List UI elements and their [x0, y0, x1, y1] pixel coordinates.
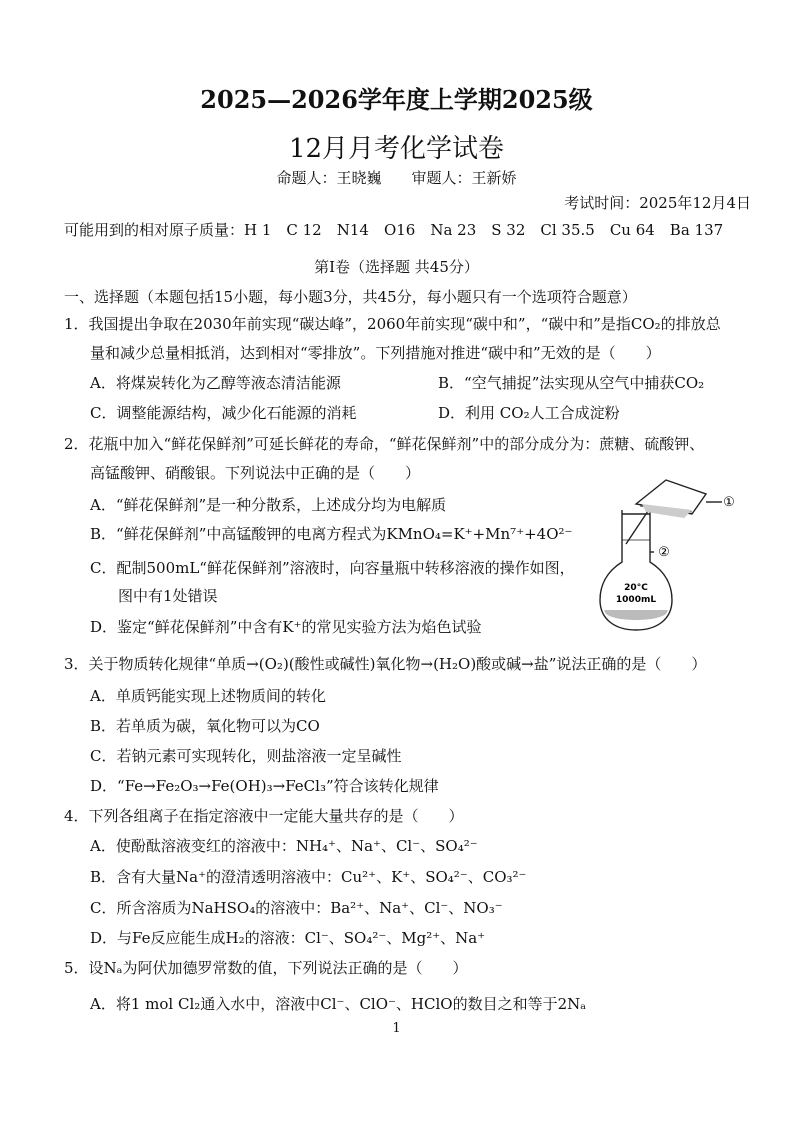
q3-stem: 3．关于物质转化规律“单质→(O₂)(酸性或碱性)氧化物→(H₂O)酸或碱→盐”说法正确的是（ ） — [64, 655, 707, 673]
q2-stem-line1: 2．花瓶中加入“鲜花保鲜剂”可延长鲜花的寿命，“鲜花保鲜剂”中的部分成分为：蔗糖、硫酸钾、 — [64, 435, 705, 453]
q3-option-a: A．单质钙能实现上述物质间的转化 — [90, 687, 326, 705]
q4-option-b: B．含有大量Na⁺的澄清透明溶液中：Cu²⁺、K⁺、SO₄²⁻、CO₃²⁻ — [90, 868, 527, 886]
figure-volume: 1000mL — [615, 595, 657, 605]
page-number: 1 — [392, 1021, 401, 1036]
figure-label-1: ① — [723, 495, 735, 510]
q3-option-c: C．若钠元素可实现转化，则盐溶液一定呈碱性 — [90, 747, 402, 765]
q2-stem-line2: 高锰酸钾、硝酸银。下列说法中正确的是（ ） — [90, 464, 421, 482]
exam-title: 2025—2026学年度上学期2025级 — [200, 85, 593, 114]
q4-option-c: C．所含溶质为NaHSO₄的溶液中：Ba²⁺、Na⁺、Cl⁻、NO₃⁻ — [90, 899, 503, 917]
q2-option-a: A．“鲜花保鲜剂”是一种分散系，上述成分均为电解质 — [90, 496, 447, 514]
section-instruction: 一、选择题（本题包括15小题，每小题3分，共45分，每小题只有一个选项符合题意） — [64, 288, 637, 306]
q4-option-d: D．与Fe反应能生成H₂的溶液：Cl⁻、SO₄²⁻、Mg²⁺、Na⁺ — [90, 929, 486, 947]
q5-option-a: A．将1 mol Cl₂通入水中，溶液中Cl⁻、ClO⁻、HClO的数目之和等于2Nₐ — [90, 995, 587, 1013]
q3-option-b: B．若单质为碳，氧化物可以为CO — [90, 717, 320, 735]
q4-option-a: A．使酚酞溶液变红的溶液中：NH₄⁺、Na⁺、Cl⁻、SO₄²⁻ — [90, 837, 478, 855]
q1-option-b: B．“空气捕捉”法实现从空气中捕获CO₂ — [438, 374, 705, 392]
q1-stem-line2: 量和减少总量相抵消，达到相对“零排放”。下列措施对推进“碳中和”无效的是（ ） — [90, 344, 661, 362]
q2-option-d: D．鉴定“鲜花保鲜剂”中含有K⁺的常见实验方法为焰色试验 — [90, 618, 482, 636]
volumetric-flask-figure — [596, 474, 746, 634]
figure-temp: 20°C — [624, 583, 648, 593]
q3-option-d: D．“Fe→Fe₂O₃→Fe(OH)₃→FeCl₃”符合该转化规律 — [90, 777, 439, 795]
exam-time: 考试时间：2025年12月4日 — [564, 194, 751, 212]
q5-stem: 5．设Nₐ为阿伏加德罗常数的值，下列说法正确的是（ ） — [64, 959, 468, 977]
atomic-mass: 可能用到的相对原子质量：H 1 C 12 N14 O16 Na 23 S 32 Cl 35.5 Cu 64 Ba 137 — [64, 221, 724, 239]
q2-option-c-line2: 图中有1处错误 — [118, 587, 218, 605]
q1-stem-line1: 1．我国提出争取在2030年前实现“碳达峰”，2060年前实现“碳中和”，“碳中和”是指CO₂的排放总 — [64, 315, 721, 333]
figure-label-2: ② — [658, 545, 670, 560]
q1-option-d: D．利用 CO₂人工合成淀粉 — [438, 404, 620, 422]
section-title: 第Ⅰ卷（选择题 共45分） — [314, 258, 479, 276]
q1-option-c: C．调整能源结构，减少化石能源的消耗 — [90, 404, 357, 422]
authors: 命题人：王晓巍 审题人：王新娇 — [276, 169, 517, 187]
q1-option-a: A．将煤炭转化为乙醇等液态清洁能源 — [90, 374, 341, 392]
flask-liquid — [604, 610, 668, 620]
q2-option-c-line1: C．配制500mL“鲜花保鲜剂”溶液时，向容量瓶中转移溶液的操作如图， — [90, 559, 575, 577]
q2-option-b: B．“鲜花保鲜剂”中高锰酸钾的电离方程式为KMnO₄=K⁺+Mn⁷⁺+4O²⁻ — [90, 525, 573, 543]
q4-stem: 4．下列各组离子在指定溶液中一定能大量共存的是（ ） — [64, 807, 464, 825]
exam-subtitle: 12月月考化学试卷 — [288, 134, 505, 164]
